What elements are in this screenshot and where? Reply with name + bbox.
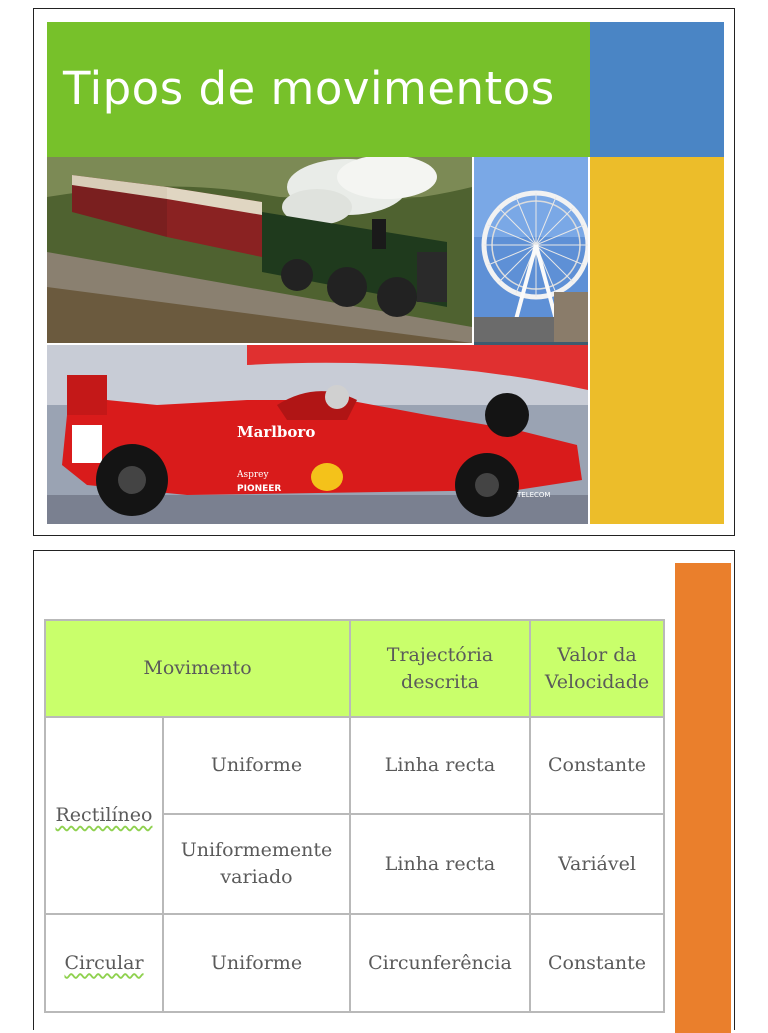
slide-2: [33, 550, 735, 1030]
london-eye-image: [474, 157, 588, 364]
cell-velocity: Constante: [530, 717, 664, 814]
header-velocity: [530, 620, 664, 717]
slide-title: Tipos de movimentos: [63, 62, 555, 115]
table-header-row: [45, 620, 664, 717]
movement-types-table: [44, 619, 665, 1013]
header-trajectory-line2: descrita: [401, 670, 479, 693]
group-circular: [45, 914, 163, 1012]
ferrari-f1-image: [47, 345, 588, 524]
header-movement: Movimento: [45, 620, 350, 717]
steam-train-image: [47, 157, 472, 343]
table-row: [45, 914, 664, 1012]
header-trajectory: [350, 620, 530, 717]
header-trajectory-line1: Trajectória: [386, 643, 494, 666]
title-bar: [47, 22, 590, 157]
blue-decor-box: [590, 22, 724, 157]
car-side-text: TELECOM: [517, 491, 551, 499]
car-sub-text-1: Asprey: [237, 470, 269, 480]
cell-type-line1: Uniformemente: [180, 839, 333, 862]
group-rectilinear-label: Rectilíneo: [55, 804, 153, 827]
slide-1: [33, 8, 735, 536]
table-row: [45, 717, 664, 814]
cell-type: [163, 814, 350, 914]
header-velocity-line1: Valor da: [557, 643, 637, 666]
cell-trajectory: Linha recta: [350, 717, 530, 814]
car-sponsor-text: Marlboro: [237, 423, 316, 441]
formula-one-car-photo: [47, 345, 588, 524]
yellow-decor-box: [590, 157, 724, 524]
cell-velocity: Constante: [530, 914, 664, 1012]
steam-train-photo: [47, 157, 472, 343]
cell-type: Uniforme: [163, 717, 350, 814]
cell-velocity: Variável: [530, 814, 664, 914]
header-velocity-line2: Velocidade: [544, 670, 650, 693]
cell-trajectory: Linha recta: [350, 814, 530, 914]
cell-type-line2: variado: [220, 866, 293, 888]
car-sub-text-2: PIONEER: [237, 484, 282, 494]
cell-type: Uniforme: [163, 914, 350, 1012]
group-rectilinear: [45, 717, 163, 914]
ferris-wheel-photo: [474, 157, 588, 364]
group-circular-label: Circular: [64, 951, 144, 974]
orange-decor-bar: [675, 563, 731, 1033]
cell-trajectory: Circunferência: [350, 914, 530, 1012]
